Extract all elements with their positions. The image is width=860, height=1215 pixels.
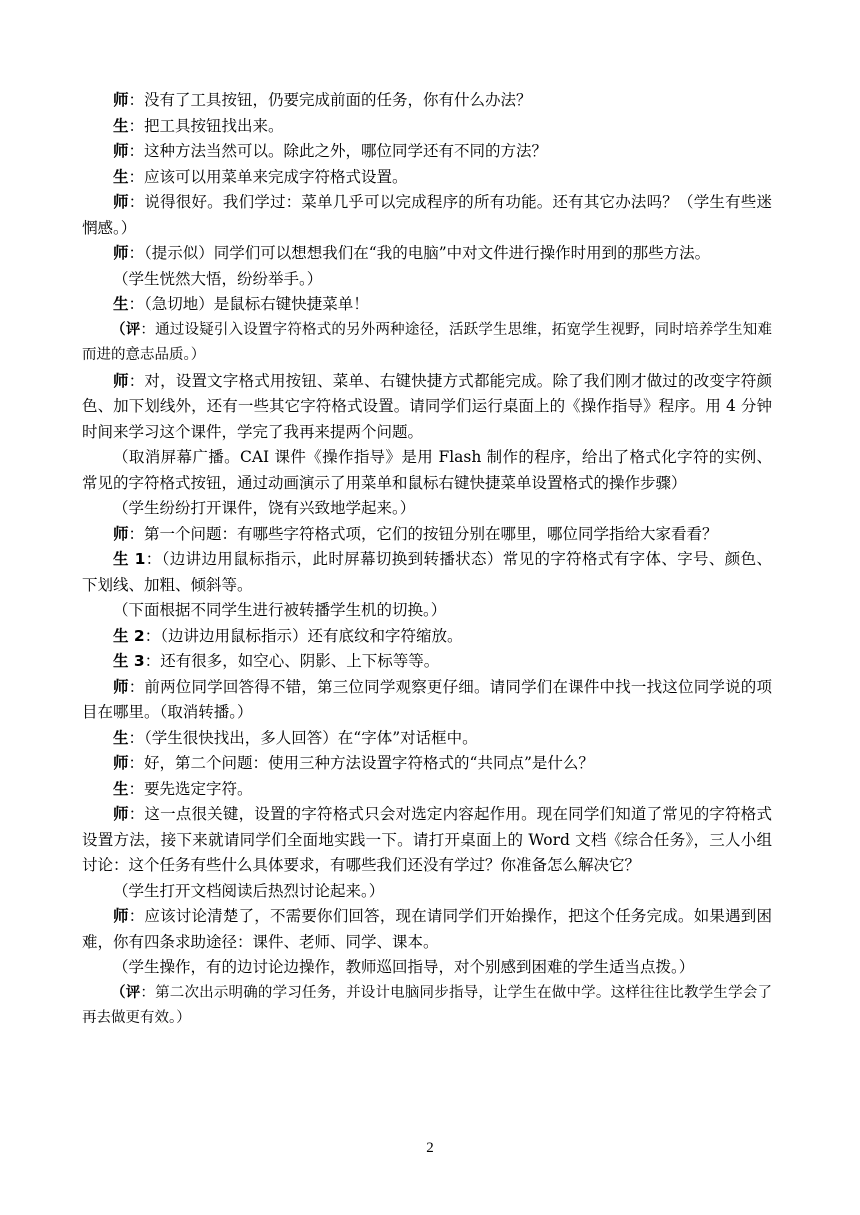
paragraph-text: （学生打开文档阅读后热烈讨论起来。）: [113, 881, 385, 900]
paragraph-text: 没有了工具按钮，仍要完成前面的任务，你有什么办法？: [144, 91, 532, 109]
dialogue-paragraph: [82, 777, 772, 803]
paragraph-text: 要先选定字符。: [144, 779, 253, 798]
paragraph-text: （学生操作，有的边讨论边操作，教师巡回指导，对个别感到困难的学生适当点拨。）: [113, 958, 695, 976]
dialogue-paragraph: [82, 904, 772, 955]
dialogue-paragraph: [82, 292, 772, 318]
speaker-label: 师: [113, 91, 129, 109]
paragraph-text: 这一点很关键，设置的字符格式只会对选定内容起作用。现在同学们知道了常见的字符格式设置方法，接下来就请同学们全面地实践一下。请打开桌面上的 Word 文档《综合任务》，三人小组讨论：这个任务有些什么具体要求，有哪些我们还没有学过？你准备怎么解决它？: [82, 805, 772, 874]
paragraph-text: （学生恍然大悟，纷纷举手。）: [113, 269, 323, 288]
speaker-label: 师: [113, 371, 129, 390]
speaker-label: 师: [113, 524, 129, 543]
speaker-label: 生 2: [113, 626, 145, 645]
speaker-separator: ：: [128, 116, 145, 135]
page-number: 2: [426, 1140, 434, 1156]
paragraph-text: （学生纷纷打开课件，饶有兴致地学起来。）: [113, 499, 416, 517]
paragraph-text: （边讲边用鼠标指示，此时屏幕切换到转播状态）常见的字符格式有字体、字号、颜色、下划线、加粗、倾斜等。: [82, 550, 772, 594]
speaker-label: 师: [113, 907, 129, 925]
dialogue-paragraph: [82, 241, 772, 267]
commentary-paragraph: [82, 981, 772, 1032]
paragraph-text: 前两位同学回答得不错，第三位同学观察更仔细。请同学们在课件中找一找这位同学说的项目在哪里。（取消转播。）: [82, 677, 772, 721]
paragraph-text: 应该讨论清楚了，不需要你们回答，现在请同学们开始操作，把这个任务完成。如果遇到困难，你有四条求助途径：课件、老师、同学、课本。: [82, 907, 772, 951]
speaker-label: 生: [113, 167, 129, 186]
dialogue-paragraph: [82, 496, 772, 522]
dialogue-paragraph: [82, 139, 772, 165]
dialogue-paragraph: [82, 751, 772, 777]
paragraph-text: 对，设置文字格式用按钮、菜单、右键快捷方式都能完成。除了我们刚才做过的改变字符颜色、加下划线外，还有一些其它字符格式设置。请同学们运行桌面上的《操作指导》程序。用 4 分钟时间来学习这个课件，学完了我再来提两个问题。: [82, 371, 772, 441]
speaker-separator: ：: [128, 295, 145, 313]
speaker-label: 生: [113, 116, 129, 135]
dialogue-paragraph: [82, 624, 772, 650]
paragraph-text: （学生很快找出，多人回答）在“字体”对话框中。: [144, 728, 478, 747]
paragraph-text: ：通过设疑引入设置字符格式的另外两种途径，活跃学生思维，拓宽学生视野，同时培养学生知难而进的意志品质。）: [82, 321, 773, 363]
paragraph-text: 应该可以用菜单来完成字符格式设置。: [144, 167, 408, 186]
speaker-separator: ：: [128, 907, 145, 925]
commentary-paragraph: [82, 318, 772, 369]
speaker-label: 师: [113, 805, 129, 823]
speaker-separator: ：: [128, 142, 145, 160]
paragraph-text: （提示似）同学们可以想想我们在“我的电脑”中对文件进行操作时用到的那些方法。: [144, 244, 711, 262]
dialogue-paragraph: [82, 190, 772, 241]
paragraph-text: 还有很多，如空心、阴影、上下标等等。: [160, 652, 440, 670]
speaker-label: 师: [113, 754, 129, 772]
speaker-separator: ：: [128, 167, 145, 186]
speaker-separator: ：: [128, 779, 145, 798]
dialogue-paragraph: [82, 955, 772, 981]
speaker-separator: ：: [128, 805, 145, 823]
dialogue-paragraph: [82, 267, 772, 293]
speaker-label: 师: [113, 677, 129, 696]
dialogue-paragraph: [82, 649, 772, 675]
speaker-label: 生: [113, 728, 129, 747]
speaker-separator: ：: [128, 524, 145, 543]
paragraph-text: 说得很好。我们学过：菜单几乎可以完成程序的所有功能。还有其它办法吗？（学生有些迷惘感。）: [82, 193, 772, 237]
commentary-label: （评: [111, 984, 141, 1001]
speaker-separator: ：: [128, 193, 145, 211]
document-body: [82, 88, 772, 1032]
paragraph-text: （边讲边用鼠标指示）还有底纹和字符缩放。: [160, 626, 463, 645]
paragraph-text: 第一个问题：有哪些字符格式项，它们的按钮分别在哪里，哪位同学指给大家看看？: [144, 524, 718, 543]
dialogue-paragraph: [82, 114, 772, 140]
dialogue-paragraph: [82, 165, 772, 191]
speaker-separator: ：: [128, 371, 145, 390]
speaker-separator: ：: [128, 728, 145, 747]
dialogue-paragraph: [82, 522, 772, 548]
paragraph-text: 这种方法当然可以。除此之外，哪位同学还有不同的方法？: [144, 142, 548, 160]
speaker-label: 生: [113, 779, 129, 798]
paragraph-text: ：第二次出示明确的学习任务，并设计电脑同步指导，让学生在做中学。这样往往比教学生学会了再去做更有效。）: [82, 984, 773, 1026]
dialogue-paragraph: [82, 598, 772, 624]
speaker-label: 生 3: [113, 652, 145, 670]
commentary-label: （评: [111, 321, 141, 338]
paragraph-text: 把工具按钮找出来。: [144, 116, 284, 135]
speaker-separator: ：: [144, 652, 161, 670]
dialogue-paragraph: [82, 726, 772, 752]
dialogue-paragraph: [82, 445, 772, 496]
paragraph-text: （下面根据不同学生进行被转播学生机的切换。）: [113, 601, 447, 619]
paragraph-text: （急切地）是鼠标右键快捷菜单！: [144, 295, 369, 313]
paragraph-text: （取消屏幕广播。CAI 课件《操作指导》是用 Flash 制作的程序，给出了格式化字符的实例、常见的字符格式按钮，通过动画演示了用菜单和鼠标右键快捷菜单设置格式的操作步骤）: [82, 448, 772, 492]
paragraph-text: 好，第二个问题：使用三种方法设置字符格式的“共同点”是什么？: [144, 754, 594, 772]
speaker-label: 师: [113, 244, 129, 262]
speaker-separator: ：: [128, 754, 145, 772]
speaker-separator: ：: [128, 677, 145, 696]
dialogue-paragraph: [82, 675, 772, 726]
speaker-label: 师: [113, 142, 129, 160]
speaker-separator: ：: [128, 91, 145, 109]
speaker-separator: ：: [128, 244, 145, 262]
dialogue-paragraph: [82, 369, 772, 446]
dialogue-paragraph: [82, 802, 772, 879]
dialogue-paragraph: [82, 547, 772, 598]
dialogue-paragraph: [82, 88, 772, 114]
speaker-label: 师: [113, 193, 129, 211]
dialogue-paragraph: [82, 879, 772, 905]
speaker-label: 生 1: [113, 550, 146, 568]
speaker-label: 生: [113, 295, 129, 313]
speaker-separator: ：: [145, 550, 162, 568]
speaker-separator: ：: [144, 626, 161, 645]
